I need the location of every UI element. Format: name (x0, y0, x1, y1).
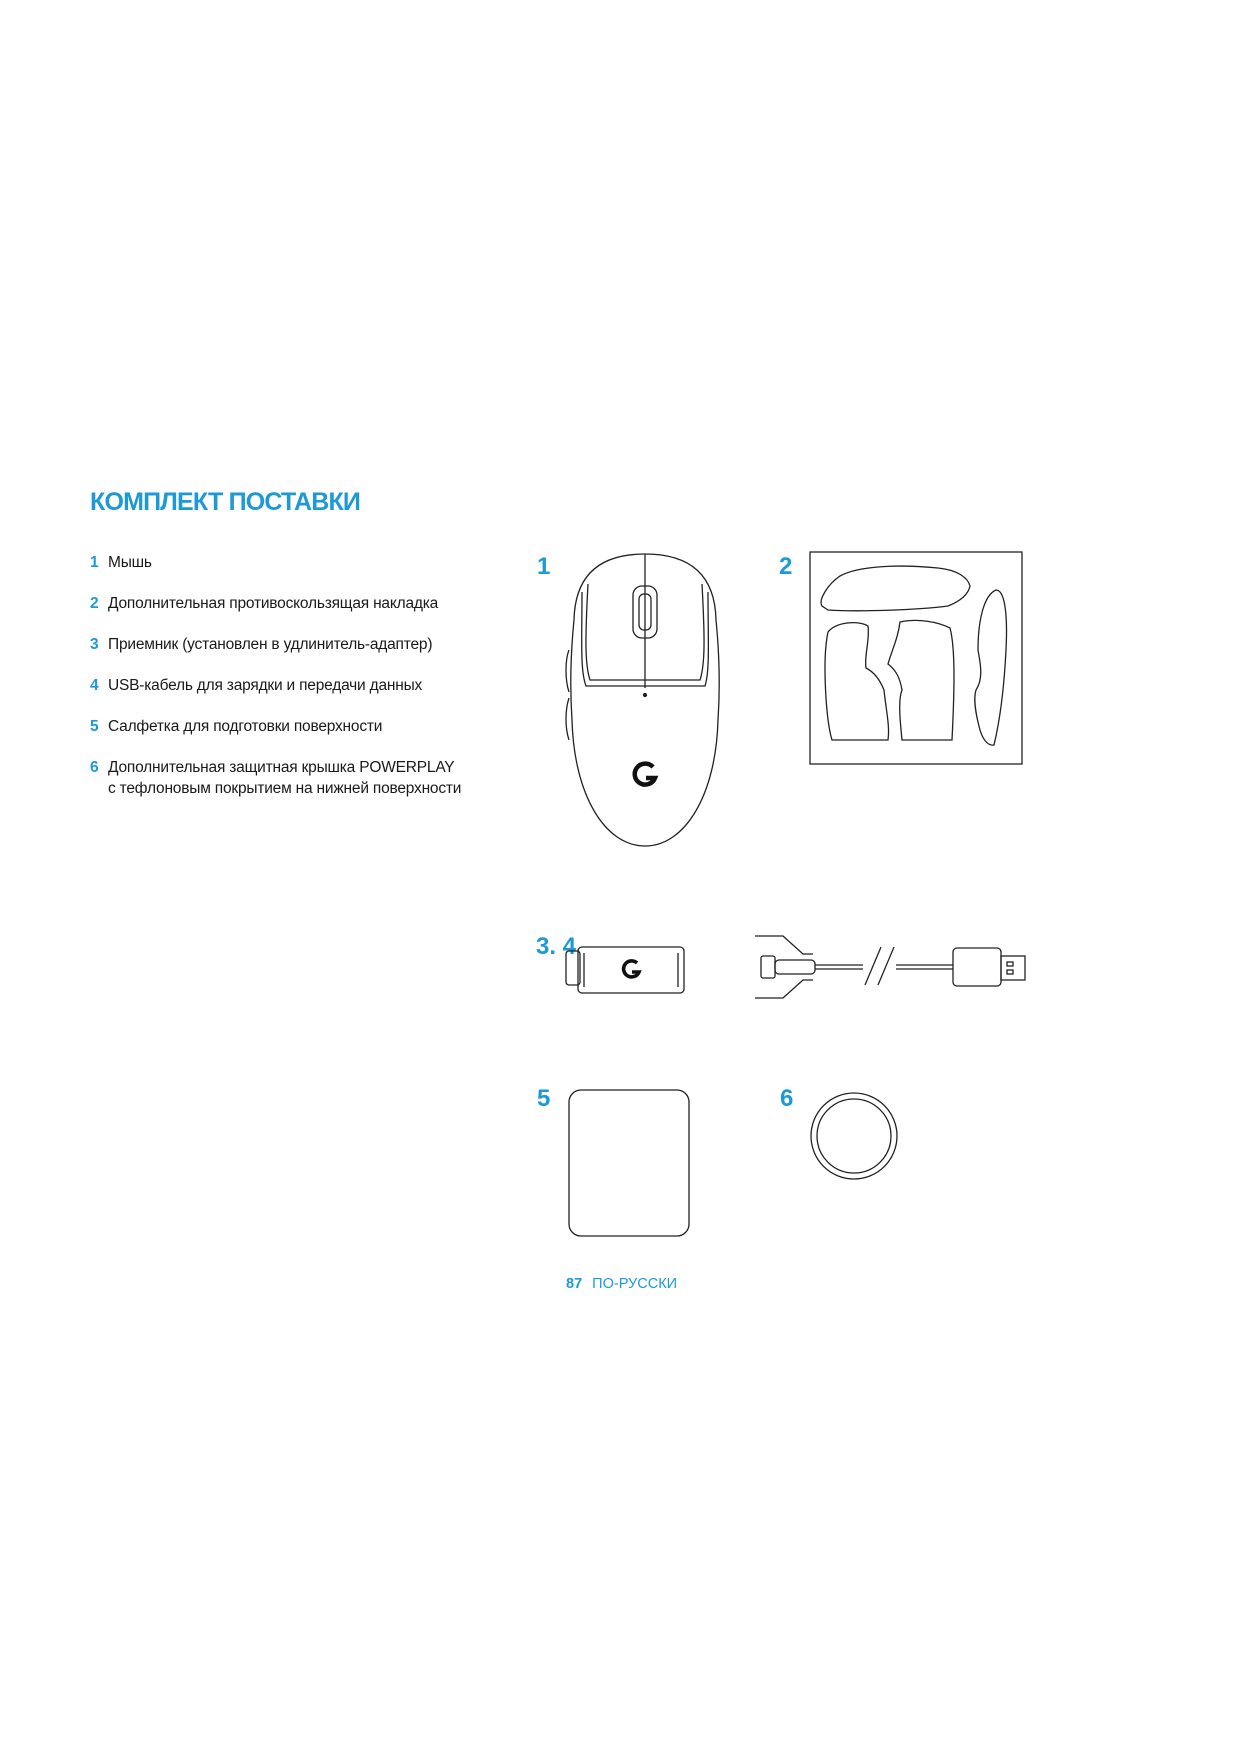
item-number: 1 (90, 554, 99, 571)
mouse-illustration (560, 550, 730, 850)
item-text: Приемник (установлен в удлинитель-адаптер) (108, 636, 433, 653)
item-text: Мышь (108, 554, 152, 571)
page-number: 87 (566, 1276, 583, 1292)
figure-label-grips: 2 (779, 553, 793, 580)
figure-label-cap: 6 (780, 1085, 794, 1112)
figure-label-mouse: 1 (537, 553, 551, 580)
figure-label-cloth: 5 (537, 1085, 551, 1112)
item-number: 3 (90, 636, 99, 653)
list-item (90, 716, 520, 737)
item-text-continued: с тефлоновым покрытием на нижней поверхности (108, 780, 462, 797)
list-item (90, 634, 520, 655)
figure-label-receiver: 3. 4 (536, 933, 577, 960)
item-text: Дополнительная противоскользящая накладка (108, 595, 439, 612)
list-item (90, 675, 520, 696)
section-title: КОМПЛЕКТ ПОСТАВКИ (90, 488, 361, 516)
item-number: 4 (90, 677, 99, 694)
language-label: ПО-РУССКИ (592, 1276, 678, 1292)
grip-pads-illustration (808, 550, 1024, 766)
item-text: Салфетка для подготовки поверхности (108, 718, 383, 735)
powerplay-cap-illustration (808, 1090, 900, 1182)
list-item (90, 757, 520, 799)
receiver-illustration (564, 945, 689, 997)
item-number: 6 (90, 759, 99, 776)
item-text: Дополнительная защитная крышка POWERPLAY (108, 759, 455, 776)
logitech-g-logo (635, 764, 655, 785)
usb-cable-illustration (753, 932, 1028, 1002)
logitech-g-logo (624, 961, 639, 977)
item-text: USB-кабель для зарядки и передачи данных (108, 677, 423, 694)
item-number: 5 (90, 718, 99, 735)
list-item (90, 552, 520, 573)
cleaning-cloth-illustration (567, 1088, 692, 1240)
list-item (90, 593, 520, 614)
page-footer (566, 1276, 677, 1292)
item-number: 2 (90, 595, 99, 612)
contents-list (90, 552, 520, 819)
